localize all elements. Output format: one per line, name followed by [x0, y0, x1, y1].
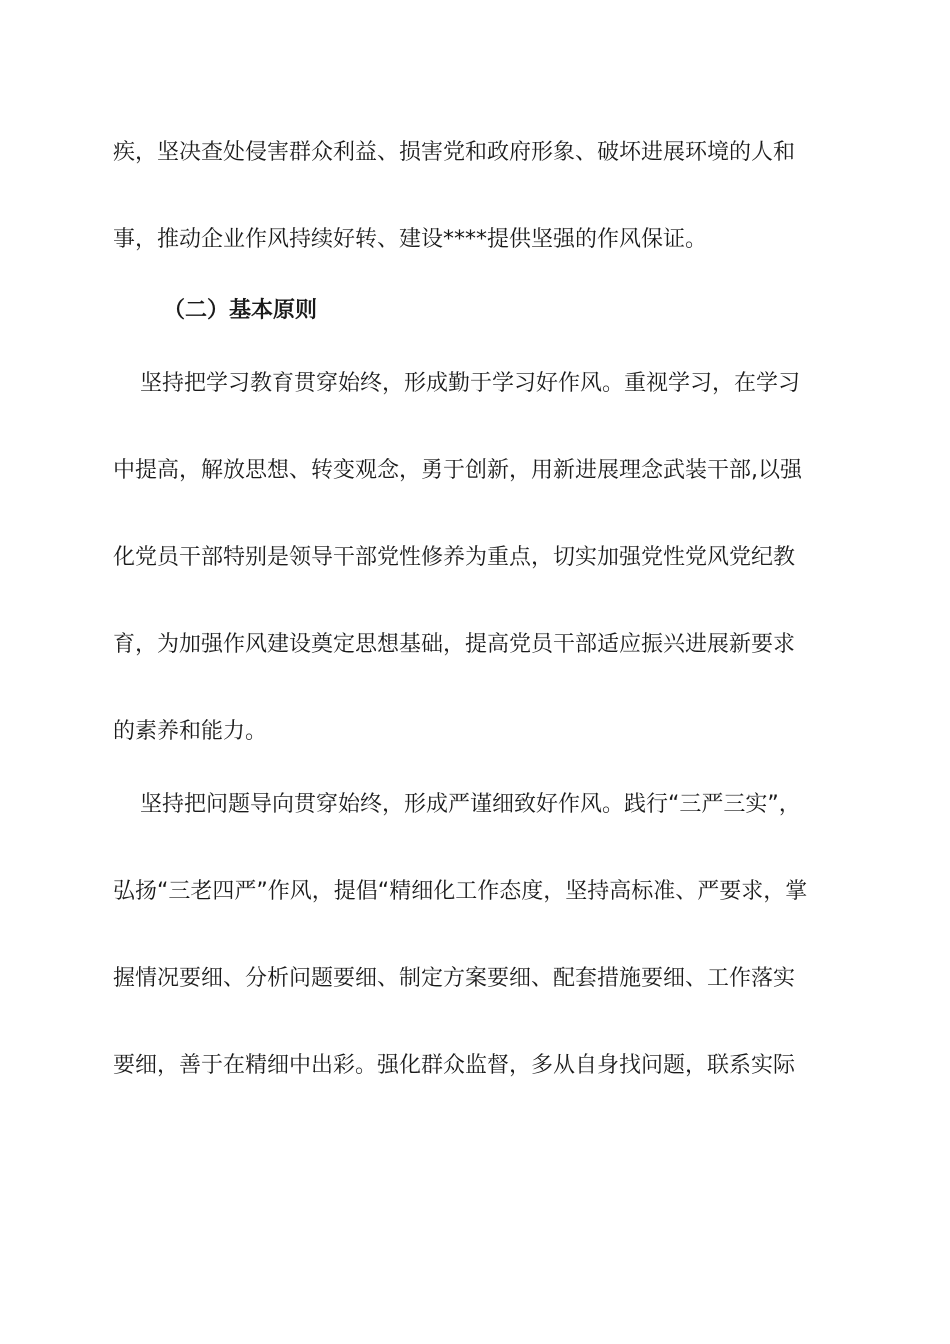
paragraph-line: 的素养和能力。 — [113, 719, 268, 744]
paragraph-line: 要细，善于在精细中出彩。强化群众监督，多从自身找问题，联系实际 — [113, 1053, 796, 1078]
paragraph-line: 弘扬“三老四严”作风，提倡“精细化工作态度，坚持高标准、严要求，掌 — [113, 879, 808, 904]
section-heading: （二）基本原则 — [163, 298, 318, 323]
paragraph-line: 事，推动企业作风持续好转、建设****提供坚强的作风保证。 — [113, 227, 708, 252]
paragraph-line: 握情况要细、分析问题要细、制定方案要细、配套措施要细、工作落实 — [113, 966, 796, 991]
paragraph-line: 坚持把学习教育贯穿始终，形成勤于学习好作风。重视学习，在学习 — [140, 371, 801, 396]
paragraph-line: 化党员干部特别是领导干部党性修养为重点，切实加强党性党风党纪教 — [113, 545, 796, 570]
paragraph-line: 育，为加强作风建设奠定思想基础，提高党员干部适应振兴进展新要求 — [113, 632, 796, 657]
paragraph-line: 坚持把问题导向贯穿始终，形成严谨细致好作风。践行“三严三实”， — [140, 792, 801, 817]
paragraph-line: 中提高，解放思想、转变观念，勇于创新，用新进展理念武装干部,以强 — [113, 458, 802, 483]
paragraph-line: 疾，坚决查处侵害群众利益、损害党和政府形象、破坏进展环境的人和 — [113, 140, 796, 165]
